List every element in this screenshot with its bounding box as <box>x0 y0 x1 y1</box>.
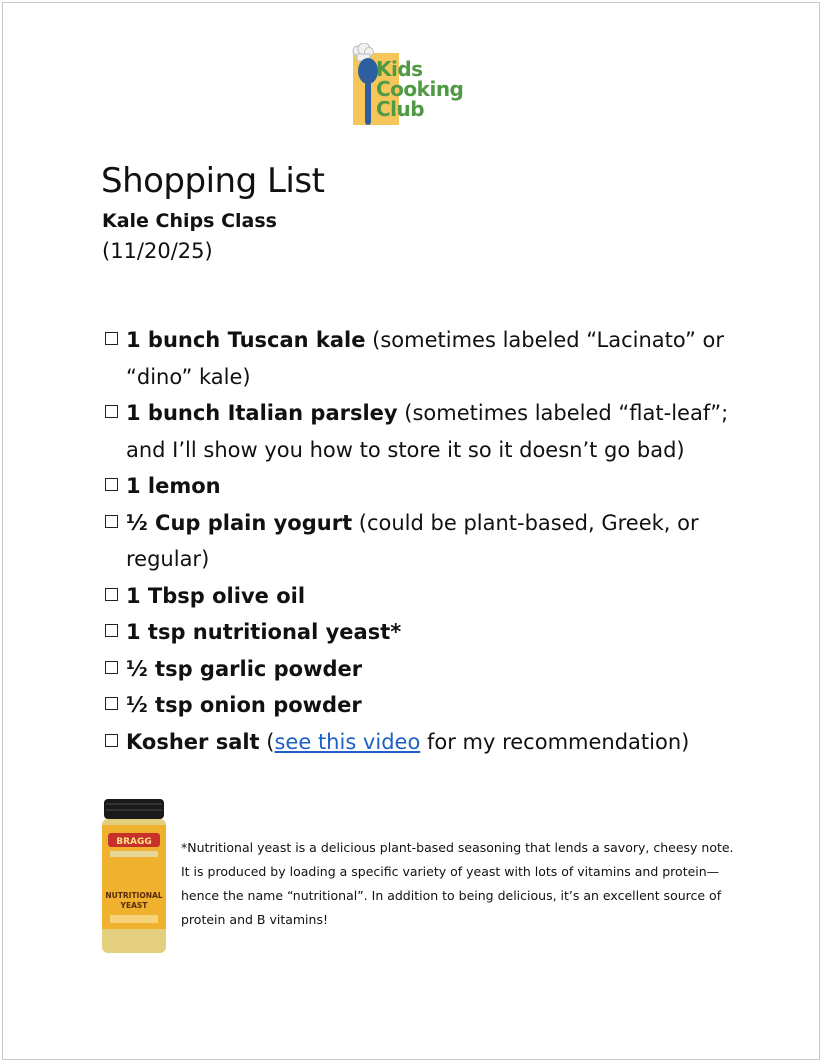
item-name: 1 Tbsp olive oil <box>126 583 306 608</box>
checkbox-icon[interactable] <box>105 405 118 418</box>
footnote: *Nutritional yeast is a delicious plant-based seasoning that lends a savory, cheesy note. It is produced by loading a specific variety of yeast with lots of vitamins and protein—hence the name “nutritional”. In addition to being delicious, it’s an excellent source of protein and B vitamins! <box>181 840 734 927</box>
class-name: Kale Chips Class <box>102 210 277 232</box>
item-note-open: ( <box>259 729 275 754</box>
logo-line-kids: Kids <box>376 57 423 81</box>
item-note: (sometimes labeled “Lacinato” or “dino” kale) <box>126 328 725 389</box>
item-name: Kosher salt <box>126 729 260 754</box>
shopping-item-onion-powder <box>103 687 743 724</box>
checkbox-icon[interactable] <box>105 734 118 747</box>
item-name: ½ tsp garlic powder <box>126 656 363 681</box>
shopping-item-kale <box>103 322 743 395</box>
shopping-item-kosher-salt <box>103 724 743 761</box>
logo-wordmark <box>376 59 463 119</box>
document-page <box>2 2 820 1060</box>
shopping-item-parsley <box>103 395 743 468</box>
item-name: ½ Cup plain yogurt <box>126 510 353 535</box>
checkbox-icon[interactable] <box>105 661 118 674</box>
kids-cooking-club-logo <box>348 43 488 127</box>
item-name: ½ tsp onion powder <box>126 693 362 717</box>
item-name: 1 bunch Italian parsley <box>126 401 398 425</box>
item-note: (could be plant-based, Greek, or regular) <box>126 510 699 571</box>
item-name: 1 lemon <box>126 474 221 498</box>
jar-label-line1: NUTRITIONAL <box>105 891 163 900</box>
checkbox-icon[interactable] <box>105 624 118 637</box>
item-note: (sometimes labeled “flat-leaf”; and I’ll show you how to store it so it doesn’t go bad) <box>126 401 729 462</box>
checkbox-icon[interactable] <box>105 332 118 345</box>
shopping-item-lemon <box>103 468 743 505</box>
checkbox-icon[interactable] <box>105 515 118 528</box>
shopping-item-garlic-powder <box>103 651 743 688</box>
logo-line-club: Club <box>376 97 425 121</box>
item-name: 1 tsp nutritional yeast* <box>126 620 402 644</box>
page-title: Shopping List <box>101 161 325 201</box>
see-video-link[interactable]: see this video <box>274 729 421 754</box>
class-date: (11/20/25) <box>102 239 213 263</box>
item-note-close: for my recommendation) <box>420 729 690 754</box>
jar-label-line2: YEAST <box>120 901 148 910</box>
shopping-list <box>103 322 743 760</box>
checkbox-icon[interactable] <box>105 697 118 710</box>
shopping-item-olive-oil <box>103 578 743 615</box>
shopping-item-nutritional-yeast <box>103 614 743 651</box>
item-name: 1 bunch Tuscan kale <box>126 328 366 352</box>
shopping-item-yogurt <box>103 505 743 578</box>
logo-line-cooking: Cooking <box>376 77 464 101</box>
checkbox-icon[interactable] <box>105 588 118 601</box>
nutritional-yeast-jar-image <box>100 799 168 955</box>
jar-brand: BRAGG <box>116 837 152 847</box>
checkbox-icon[interactable] <box>105 478 118 491</box>
